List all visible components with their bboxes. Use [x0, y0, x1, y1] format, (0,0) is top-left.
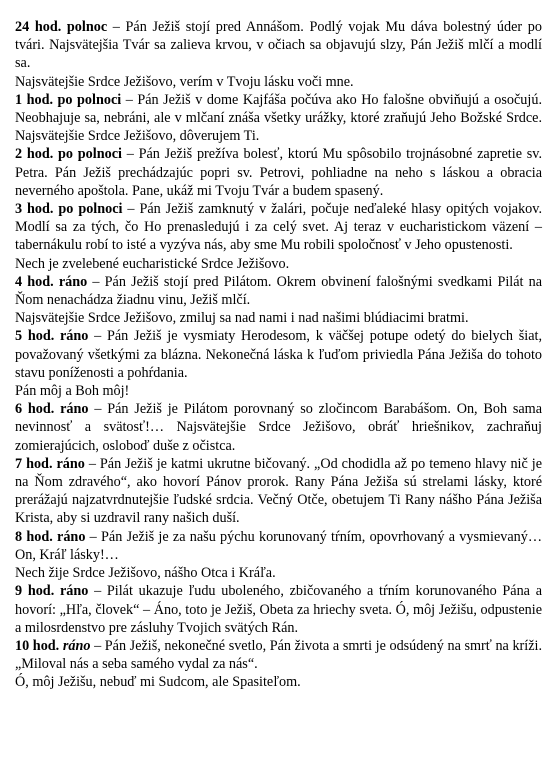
- entry-text: Pán Ježiš je katmi ukrutne bičovaný. „Od chodidla až po temeno hlavy nič je na Ňom zdravého“, ako hovorí Pánov prorok. Rany Pána Ježiša sú strelami lásky, ktoré prerážajú najzatvrdnutejšie ľudské srdcia. Večný Otče, obetujem Ti Rany nášho Pána Ježiša Krista, aby si uzdravil rany našich duší.: [15, 455, 542, 527]
- entry-body: 9 hod. ráno – Pilát ukazuje ľudu uboleného, zbičovaného a tŕním korunovaného Pána a hovorí: „Hľa, človek“ – Áno, toto je Ježiš, Obeta za hriechy sveta. Ó, môj Ježišu, odpustenie a milosrdenstvo pre zásluhy Tvojich svätých Rán.: [15, 583, 542, 636]
- entry-body: 4 hod. ráno – Pán Ježiš stojí pred Pilátom. Okrem obvinení falošnými svedkami Pilát na Ňom nenachádza žiadnu vinu, Ježiš mlčí.: [15, 273, 543, 309]
- entry-1-hod: [15, 91, 542, 146]
- entry-prayer: Ó, môj Ježišu, nebuď mi Sudcom, ale Spasiteľom.: [15, 674, 301, 691]
- entry-text: Pán Ježiš je vysmiaty Herodesom, k väčšej potupe odetý do bielych šiat, považovaný všetkými za blázna. Nekonečná láska k ľuďom priviedla Pána Ježiša do tohoto stavu poníženosti a pohŕdania.: [15, 328, 543, 381]
- hour-heading: 8 hod. ráno: [15, 528, 86, 545]
- entry-24-hod: [15, 18, 542, 91]
- document-page: [15, 18, 542, 692]
- entry-body: 7 hod. ráno – Pán Ježiš je katmi ukrutne bičovaný. „Od chodidla až po temeno hlavy nič je na Ňom zdravého“, ako hovorí Pánov prorok. Rany Pána Ježiša sú strelami lásky, ktoré prerážajú najzatvrdnutejšie ľudské srdcia. Večný Otče, obetujem Ti Rany nášho Pána Ježiša Krista, aby si uzdravil rany našich duší.: [15, 455, 542, 527]
- hour-heading: 9 hod. ráno: [15, 583, 89, 600]
- entry-text: Pilát ukazuje ľudu uboleného, zbičovaného a tŕním korunovaného Pána a hovorí: „Hľa, človek“ – Áno, toto je Ježiš, Obeta za hriechy sveta. Ó, môj Ježišu, odpustenie a milosrdenstvo pre zásluhy Tvojich svätých Rán.: [15, 583, 542, 636]
- entry-text: Pán Ježiš, nekonečné svetlo, Pán života a smrti je odsúdený na smrť na kríži. „Miloval nás a seba samého vydal za nás“.: [15, 637, 542, 673]
- entry-text: Pán Ježiš stojí pred Annášom. Podlý vojak Mu dáva bolestný úder po tvári. Najsvätejšia Tvár sa zalieva krvou, v očiach sa objavujú slzy, Pán Ježiš mlčí a modlí sa.: [15, 19, 542, 72]
- entry-prayer: Pán môj a Boh môj!: [15, 383, 130, 400]
- entry-text: Pán Ježiš v dome Kajfáša počúva ako Ho falošne obviňujú a osočujú. Neobhajuje sa, nebráni, ale v mlčaní znáša všetky urážky, ktoré zraňujú Jeho Božské Srdce. Najsvätejšie Srdce Ježišovo, dôverujem Ti.: [15, 91, 542, 145]
- hour-heading: 5 hod. ráno: [15, 328, 89, 345]
- hour-heading: 3 hod. po polnoci: [15, 201, 123, 218]
- hour-heading: 6 hod. ráno: [15, 401, 89, 418]
- hour-heading: 7 hod. ráno: [15, 455, 85, 472]
- entry-prayer: Najsvätejšie Srdce Ježišovo, verím v Tvoju lásku voči mne.: [15, 73, 354, 90]
- hour-heading: 4 hod. ráno: [15, 273, 88, 290]
- entry-5-hod: [15, 327, 542, 400]
- entry-prayer: Nech žije Srdce Ježišovo, nášho Otca i Kráľa.: [15, 565, 276, 582]
- hour-heading: 10 hod. ráno: [15, 637, 91, 654]
- entry-body: 6 hod. ráno – Pán Ježiš je Pilátom porovnaný so zločincom Barabášom. On, Boh sama nevinnosť a svätosť!… Najsvätejšie Srdce Ježišovo, obráť hriešnikov, zachraňuj zomierajúcich, osloboď duše z očistca.: [15, 401, 543, 454]
- entry-body: 24 hod. polnoc – Pán Ježiš stojí pred Annášom. Podlý vojak Mu dáva bolestný úder po tvári. Najsvätejšia Tvár sa zalieva krvou, v očiach sa objavujú slzy, Pán Ježiš mlčí a modlí sa.: [15, 19, 542, 72]
- entry-6-hod: [15, 400, 542, 455]
- entry-4-hod: [15, 273, 542, 328]
- entry-body: 1 hod. po polnoci – Pán Ježiš v dome Kajfáša počúva ako Ho falošne obviňujú a osočujú. Neobhajuje sa, nebráni, ale v mlčaní znáša všetky urážky, ktoré zraňujú Jeho Božské Srdce. Najsvätejšie Srdce Ježišovo, dôverujem Ti.: [15, 91, 542, 145]
- entry-prayer: Najsvätejšie Srdce Ježišovo, zmiluj sa nad nami i nad našimi blúdiacimi bratmi.: [15, 310, 469, 327]
- entry-8-hod: [15, 528, 542, 583]
- entry-9-hod: [15, 582, 542, 637]
- entry-prayer: Nech je zvelebené eucharistické Srdce Ježišovo.: [15, 255, 290, 272]
- entry-body: 2 hod. po polnoci – Pán Ježiš prežíva bolesť, ktorú Mu spôsobilo trojnásobné zapretie sv. Petra. Pán Ježiš prechádzajúc popri sv. Petrovi, pohliadne na neho s láskou a obracia neverného apoštola. Pane, ukáž mi Tvoju Tvár a budem spasený.: [15, 146, 542, 199]
- entry-text: Pán Ježiš je za našu pýchu korunovaný tŕním, opovrhovaný a vysmievaný… On, Kráľ lásky!…: [15, 528, 543, 563]
- entry-body: 5 hod. ráno – Pán Ježiš je vysmiaty Herodesom, k väčšej potupe odetý do bielych šiat, považovaný všetkými za blázna. Nekonečná láska k ľuďom priviedla Pána Ježiša do tohoto stavu poníženosti a pohŕdania.: [15, 328, 543, 381]
- entry-body: 3 hod. po polnoci – Pán Ježiš zamknutý v žalári, počuje neďaleké hlasy opitých vojakov. Modlí sa za tých, čo Ho prenasledujú i za celý svet. Aj teraz v eucharistickom väzení – tabernákulu robí to isté a vyzýva nás, aby sme Mu robili spoločnosť v Jeho opustenosti.: [15, 201, 542, 254]
- hour-heading: 2 hod. po polnoci: [15, 146, 122, 163]
- entry-text: Pán Ježiš je Pilátom porovnaný so zločincom Barabášom. On, Boh sama nevinnosť a svätosť!… Najsvätejšie Srdce Ježišovo, obráť hriešnikov, zachraňuj zomierajúcich, osloboď duše z očistca.: [15, 401, 543, 454]
- entry-text: Pán Ježiš zamknutý v žalári, počuje neďaleké hlasy opitých vojakov. Modlí sa za tých, čo Ho prenasledujú i za celý svet. Aj teraz v eucharistickom väzení – tabernákulu robí to isté a vyzýva nás, aby sme Mu robili spoločnosť v Jeho opustenosti.: [15, 201, 542, 254]
- entry-text: Pán Ježiš prežíva bolesť, ktorú Mu spôsobilo trojnásobné zapretie sv. Petra. Pán Ježiš prechádzajúc popri sv. Petrovi, pohliadne na neho s láskou a obracia neverného apoštola. Pane, ukáž mi Tvoju Tvár a budem spasený.: [15, 146, 542, 199]
- entry-text: Pán Ježiš stojí pred Pilátom. Okrem obvinení falošnými svedkami Pilát na Ňom nenachádza žiadnu vinu, Ježiš mlčí.: [15, 273, 543, 309]
- entry-7-hod: [15, 455, 542, 528]
- entry-3-hod: [15, 200, 542, 273]
- entry-10-hod: [15, 637, 542, 692]
- entry-body: 8 hod. ráno – Pán Ježiš je za našu pýchu korunovaný tŕním, opovrhovaný a vysmievaný… On, Kráľ lásky!…: [15, 528, 543, 563]
- entry-body: 10 hod. ráno – Pán Ježiš, nekonečné svetlo, Pán života a smrti je odsúdený na smrť na kríži. „Miloval nás a seba samého vydal za nás“.: [15, 637, 542, 673]
- hour-heading: 1 hod. po polnoci: [15, 91, 122, 108]
- entry-2-hod: [15, 145, 542, 200]
- hour-heading: 24 hod. polnoc: [15, 19, 108, 35]
